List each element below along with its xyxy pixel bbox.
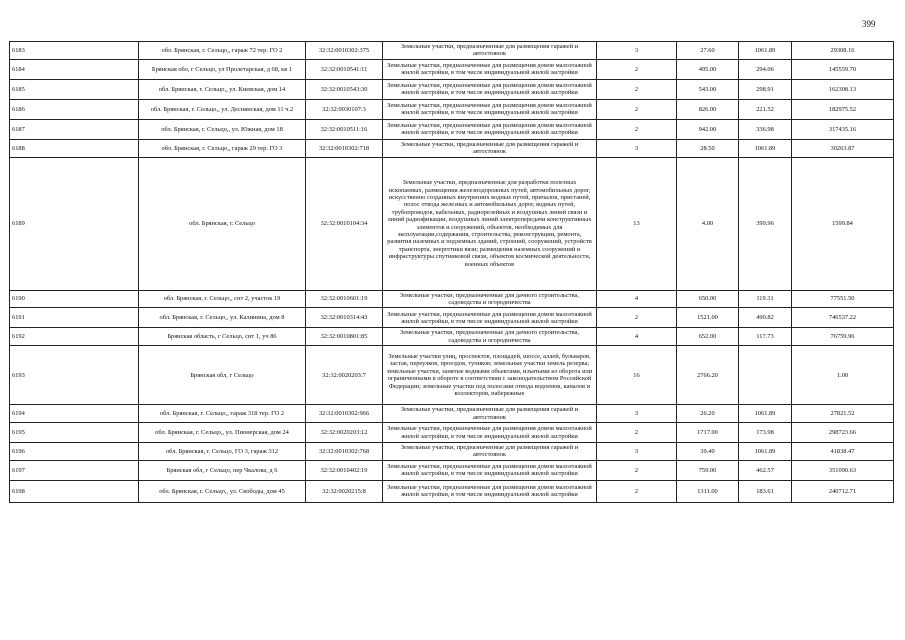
address-cell: Брянская область, г Сельцо, снт 1, уч 86	[139, 328, 306, 346]
cadastral-number-cell: 32:32:0010511:16	[306, 119, 383, 139]
use-group-code-cell: 16	[597, 346, 677, 405]
specific-value-cell: 173.98	[739, 423, 792, 443]
specific-value-cell: 1061.89	[739, 139, 792, 157]
land-use-cell: Земельные участки, предназначенные для размещения домов малоэтажной жилой застройки, в том числе индивидуальной жилой застройки	[383, 308, 597, 328]
cadastral-number-cell: 32:32:0010302:768	[306, 443, 383, 461]
address-cell: обл. Брянская, г. Сельцо,, ул. Калинина, дом 8	[139, 308, 306, 328]
use-group-code-cell: 13	[597, 157, 677, 290]
specific-value-cell: 183.61	[739, 480, 792, 502]
area-cell: 1717.00	[677, 423, 739, 443]
specific-value-cell: 399.96	[739, 157, 792, 290]
cadastral-value-cell: 77551.50	[792, 290, 894, 308]
cadastral-value-cell: 41838.47	[792, 443, 894, 461]
row-number: 6184	[10, 59, 139, 79]
use-group-code-cell: 2	[597, 119, 677, 139]
table-row	[10, 308, 894, 328]
table-row	[10, 99, 894, 119]
land-use-cell: Земельные участки, предназначенные для дачного строительства, садоводства и огородничества	[383, 328, 597, 346]
use-group-code-cell: 3	[597, 405, 677, 423]
area-cell: 2766.20	[677, 346, 739, 405]
cadastral-value-cell: 1.00	[792, 346, 894, 405]
cadastral-number-cell: 32:32:0020203:7	[306, 346, 383, 405]
row-number: 6197	[10, 460, 139, 480]
table-row	[10, 139, 894, 157]
row-number: 6188	[10, 139, 139, 157]
land-use-cell: Земельные участки, предназначенные для разработки полезных ископаемых, размещения железнодорожных путей, автомобильных дорог, искусственно созданных внутренних водных путей, причалов, пристаней, полос отвода железных и автомобильных дорог, водных путей, трубопроводов, кабельных, радиорелейных и воздушных линий связи и линий радиофикации, воздушных линий электропередачи конструктивных элементов и сооружений, объектов, необходимых для эксплуатации,содержания, строительства, реконструкции, ремонта, развития наземных и подземных зданий, строений, сооружений, устройств транспорта, энергетики вязи; размещения наземных сооружений и инфраструктуры спутниковой связи, объектов космической деятельности, военных объектов	[383, 157, 597, 290]
area-cell: 652.00	[677, 328, 739, 346]
specific-value-cell: 294.06	[739, 59, 792, 79]
use-group-code-cell: 2	[597, 79, 677, 99]
land-use-cell: Земельные участки, предназначенные для размещения гаражей и автостоянок	[383, 443, 597, 461]
area-cell: 759.00	[677, 460, 739, 480]
row-number: 6186	[10, 99, 139, 119]
specific-value-cell: 221.52	[739, 99, 792, 119]
cadastral-number-cell: 32:32:0020215:8	[306, 480, 383, 502]
address-cell: обл. Брянская, г. Сельцо,, снт 2, участок 19	[139, 290, 306, 308]
address-cell: обл. Брянская, г. Сельцо, ГО 3, гараж 312	[139, 443, 306, 461]
specific-value-cell: 462.57	[739, 460, 792, 480]
address-cell: Брянская обл, г Сельцо, пер Чкалова, д 6	[139, 460, 306, 480]
cadastral-value-cell: 317435.16	[792, 119, 894, 139]
use-group-code-cell: 2	[597, 460, 677, 480]
address-cell: Брянская обл, г Сельцо, ул Пролетарская, д 68, кв 1	[139, 59, 306, 79]
row-number: 6191	[10, 308, 139, 328]
table-row	[10, 405, 894, 423]
cadastral-number-cell: 32:32:0010314:43	[306, 308, 383, 328]
use-group-code-cell: 4	[597, 328, 677, 346]
address-cell: обл. Брянская, г. Сельцо	[139, 157, 306, 290]
use-group-code-cell: 3	[597, 42, 677, 60]
area-cell: 543.00	[677, 79, 739, 99]
cadastral-value-cell: 182975.52	[792, 99, 894, 119]
cadastral-number-cell: 32:32:0010104:34	[306, 157, 383, 290]
cadastral-number-cell: 32:32:0010402:19	[306, 460, 383, 480]
cadastral-number-cell: 32:32:0010302:718	[306, 139, 383, 157]
table-row	[10, 119, 894, 139]
row-number: 6190	[10, 290, 139, 308]
specific-value-cell: 119.31	[739, 290, 792, 308]
use-group-code-cell: 3	[597, 443, 677, 461]
land-use-cell: Земельные участки, предназначенные для размещения домов малоэтажной жилой застройки, в том числе индивидуальной жилой застройки	[383, 480, 597, 502]
area-cell: 1311.00	[677, 480, 739, 502]
cadastral-value-cell: 76759.96	[792, 328, 894, 346]
table-row	[10, 290, 894, 308]
use-group-code-cell: 2	[597, 99, 677, 119]
address-cell: обл. Брянская, г. Сельцо,, гараж 29 тер. ГО 3	[139, 139, 306, 157]
address-cell: обл. Брянская, г. Сельцо,, ул. Пионерская, дом 24	[139, 423, 306, 443]
cadastral-value-table	[9, 41, 894, 503]
specific-value-cell: 490.82	[739, 308, 792, 328]
cadastral-value-cell: 145559.70	[792, 59, 894, 79]
cadastral-number-cell: 32:32:0010302:375	[306, 42, 383, 60]
table-row	[10, 79, 894, 99]
land-use-cell: Земельные участки, предназначенные для размещения домов малоэтажной жилой застройки, в том числе индивидуальной жилой застройки	[383, 59, 597, 79]
row-number: 6189	[10, 157, 139, 290]
table-row	[10, 328, 894, 346]
area-cell: 28.50	[677, 139, 739, 157]
area-cell: 1521.00	[677, 308, 739, 328]
cadastral-number-cell: 32:32:0030107:3	[306, 99, 383, 119]
area-cell: 4.00	[677, 157, 739, 290]
cadastral-value-cell: 351090.63	[792, 460, 894, 480]
cadastral-number-cell: 32:32:0010541:11	[306, 59, 383, 79]
address-cell: обл. Брянская, г. Сельцо,, ул. Деснянская, дом 11 ч.2	[139, 99, 306, 119]
specific-value-cell: 1061.89	[739, 42, 792, 60]
table-row	[10, 443, 894, 461]
area-cell: 39.40	[677, 443, 739, 461]
cadastral-number-cell: 32:32:0010302:966	[306, 405, 383, 423]
cadastral-number-cell: 32:32:0010543:30	[306, 79, 383, 99]
area-cell: 26.20	[677, 405, 739, 423]
use-group-code-cell: 2	[597, 480, 677, 502]
cadastral-value-cell: 240712.71	[792, 480, 894, 502]
land-use-cell: Земельные участки улиц, проспектов, площадей, шоссе, аллей, бульваров, застав, переулков, проездов, тупиков; земельные участки земель резерва; земельные участки, занятые водными объектами, изъятыми из оборота или ограниченными в обороте в соответствии с законодательством Российской Федерации; земельные участки под полосами отвода водоемов, каналов и коллекторов, набережные	[383, 346, 597, 405]
cadastral-value-cell: 29308.16	[792, 42, 894, 60]
area-cell: 826.00	[677, 99, 739, 119]
table-row	[10, 423, 894, 443]
specific-value-cell: 1061.89	[739, 443, 792, 461]
land-use-cell: Земельные участки, предназначенные для размещения домов малоэтажной жилой застройки, в том числе индивидуальной жилой застройки	[383, 79, 597, 99]
area-cell: 942.00	[677, 119, 739, 139]
cadastral-value-cell: 298723.66	[792, 423, 894, 443]
cadastral-value-cell: 162308.13	[792, 79, 894, 99]
address-cell: Брянская обл, г Сельцо	[139, 346, 306, 405]
address-cell: обл. Брянская, г. Сельцо,, ул. Киевская, дом 14	[139, 79, 306, 99]
cadastral-number-cell: 32:32:0020203:12	[306, 423, 383, 443]
row-number: 6198	[10, 480, 139, 502]
area-cell: 27.60	[677, 42, 739, 60]
address-cell: обл. Брянская, г. Сельцо,, гараж 318 тер. ГО 2	[139, 405, 306, 423]
specific-value-cell: 298.91	[739, 79, 792, 99]
table-row	[10, 42, 894, 60]
cadastral-value-cell: 746537.22	[792, 308, 894, 328]
address-cell: обл. Брянская, г. Сельцо,, ул. Южная, дом 18	[139, 119, 306, 139]
specific-value-cell: 117.73	[739, 328, 792, 346]
row-number: 6192	[10, 328, 139, 346]
use-group-code-cell: 4	[597, 290, 677, 308]
cadastral-value-cell: 30263.87	[792, 139, 894, 157]
use-group-code-cell: 2	[597, 308, 677, 328]
land-use-cell: Земельные участки, предназначенные для размещения домов малоэтажной жилой застройки, в том числе индивидуальной жилой застройки	[383, 119, 597, 139]
row-number: 6194	[10, 405, 139, 423]
cadastral-value-cell: 27821.52	[792, 405, 894, 423]
row-number: 6193	[10, 346, 139, 405]
address-cell: обл. Брянская, г. Сельцо,, гараж 72 тер. ГО 2	[139, 42, 306, 60]
land-use-cell: Земельные участки, предназначенные для размещения гаражей и автостоянок	[383, 42, 597, 60]
area-cell: 495.00	[677, 59, 739, 79]
row-number: 6196	[10, 443, 139, 461]
table-row	[10, 157, 894, 290]
use-group-code-cell: 2	[597, 423, 677, 443]
table-row	[10, 346, 894, 405]
table-row	[10, 59, 894, 79]
land-use-cell: Земельные участки, предназначенные для размещения гаражей и автостоянок	[383, 405, 597, 423]
cadastral-number-cell: 32:32:0010801:85	[306, 328, 383, 346]
land-use-cell: Земельные участки, предназначенные для размещения домов малоэтажной жилой застройки, в том числе индивидуальной жилой застройки	[383, 99, 597, 119]
row-number: 6183	[10, 42, 139, 60]
area-cell: 650.00	[677, 290, 739, 308]
use-group-code-cell: 2	[597, 59, 677, 79]
specific-value-cell	[739, 346, 792, 405]
row-number: 6187	[10, 119, 139, 139]
cadastral-value-cell: 1599.84	[792, 157, 894, 290]
specific-value-cell: 336.98	[739, 119, 792, 139]
cadastral-number-cell: 32:32:0010601:19	[306, 290, 383, 308]
address-cell: обл. Брянская, г. Сельцо,, ул. Свободы, дом 45	[139, 480, 306, 502]
land-use-cell: Земельные участки, предназначенные для дачного строительства, садоводства и огородничества	[383, 290, 597, 308]
page-number: 399	[862, 19, 876, 29]
table-row	[10, 480, 894, 502]
table-row	[10, 460, 894, 480]
land-use-cell: Земельные участки, предназначенные для размещения домов малоэтажной жилой застройки, в том числе индивидуальной жилой застройки	[383, 460, 597, 480]
specific-value-cell: 1061.89	[739, 405, 792, 423]
use-group-code-cell: 3	[597, 139, 677, 157]
row-number: 6195	[10, 423, 139, 443]
land-use-cell: Земельные участки, предназначенные для размещения домов малоэтажной жилой застройки, в том числе индивидуальной жилой застройки	[383, 423, 597, 443]
row-number: 6185	[10, 79, 139, 99]
land-use-cell: Земельные участки, предназначенные для размещения гаражей и автостоянок	[383, 139, 597, 157]
